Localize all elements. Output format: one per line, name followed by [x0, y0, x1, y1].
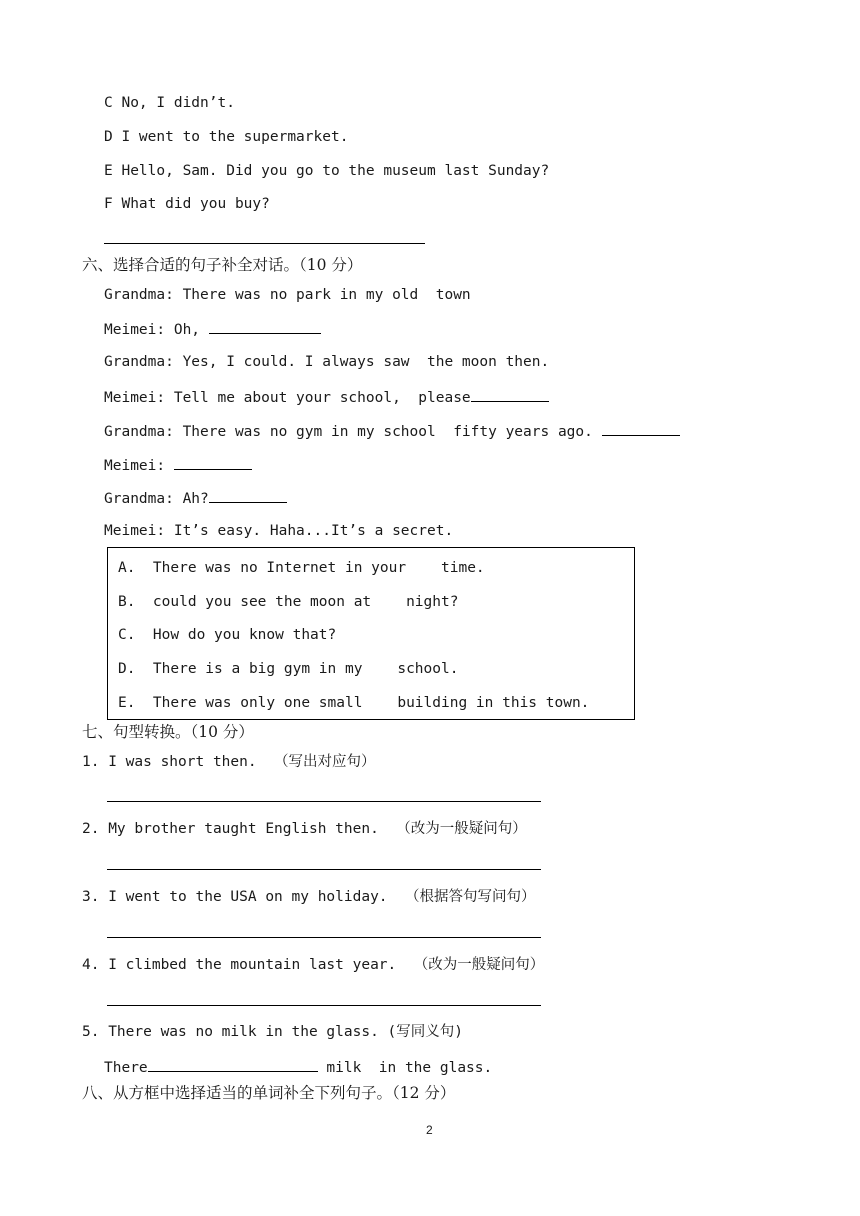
option-c: C No, I didn’t. — [104, 95, 235, 111]
dialogue-line: Meimei: Tell me about your school, please — [104, 386, 549, 408]
option-f: F What did you buy? — [104, 196, 270, 212]
answer-line[interactable] — [107, 937, 541, 938]
dialogue-line: Grandma: Ah? — [104, 487, 287, 509]
dialogue-line: Meimei: — [104, 454, 252, 476]
answer-blank[interactable] — [471, 386, 549, 402]
option-d: D. There is a big gym in my school. — [118, 661, 459, 677]
answer-blank[interactable] — [148, 1056, 318, 1072]
option-b: B. could you see the moon at night? — [118, 594, 459, 610]
page-number: 2 — [426, 1123, 433, 1137]
answer-line[interactable] — [104, 243, 425, 244]
question-2: 2. My brother taught English then. （改为一般疑问句） — [82, 821, 527, 837]
section-6-heading: 六、选择合适的句子补全对话。（10 分） — [82, 256, 363, 274]
question-5-answer: There milk in the glass. — [104, 1056, 492, 1078]
section-7-heading: 七、句型转换。（10 分） — [82, 723, 254, 741]
option-e: E Hello, Sam. Did you go to the museum last Sunday? — [104, 163, 550, 179]
option-c: C. How do you know that? — [118, 627, 337, 643]
dialogue-line: Grandma: There was no park in my old town — [104, 287, 471, 303]
option-d: D I went to the supermarket. — [104, 129, 349, 145]
dialogue-line: Grandma: Yes, I could. I always saw the moon then. — [104, 354, 550, 370]
answer-line[interactable] — [107, 1005, 541, 1006]
question-5: 5. There was no milk in the glass. (写同义句) — [82, 1024, 463, 1040]
answer-line[interactable] — [107, 869, 541, 870]
answer-blank[interactable] — [174, 454, 252, 470]
dialogue-line: Grandma: There was no gym in my school fifty years ago. — [104, 420, 680, 442]
dialogue-line: Meimei: It’s easy. Haha...It’s a secret. — [104, 523, 454, 539]
answer-blank[interactable] — [209, 487, 287, 503]
question-4: 4. I climbed the mountain last year. （改为一般疑问句） — [82, 957, 545, 973]
answer-blank[interactable] — [602, 420, 680, 436]
answer-line[interactable] — [107, 801, 541, 802]
option-e: E. There was only one small building in this town. — [118, 695, 590, 711]
section-8-heading: 八、从方框中选择适当的单词补全下列句子。（12 分） — [82, 1084, 456, 1102]
question-1: 1. I was short then. （写出对应句） — [82, 754, 376, 770]
answer-blank[interactable] — [209, 318, 321, 334]
dialogue-line: Meimei: Oh, — [104, 318, 321, 340]
option-a: A. There was no Internet in your time. — [118, 560, 485, 576]
question-3: 3. I went to the USA on my holiday. （根据答句写问句） — [82, 889, 536, 905]
